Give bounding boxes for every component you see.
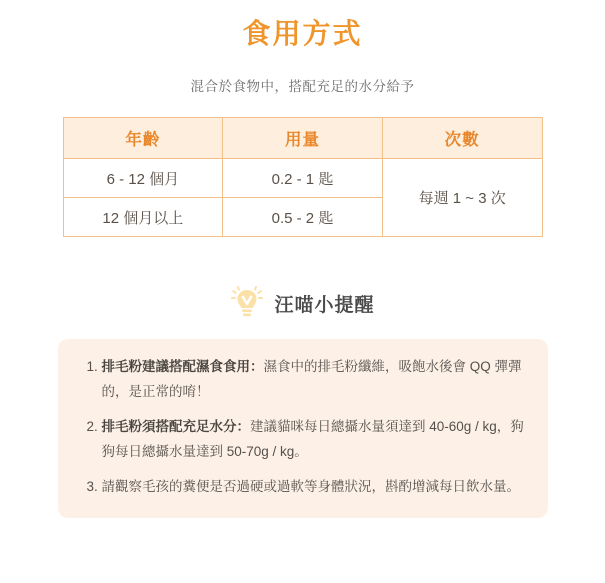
tips-box bbox=[58, 339, 548, 518]
list-item bbox=[102, 475, 528, 500]
table-body bbox=[63, 159, 542, 237]
note-text-3: 請觀察毛孩的糞便是否過硬或過軟等身體狀況，斟酌增減每日飲水量。 bbox=[101, 479, 520, 495]
lightbulb-icon bbox=[230, 285, 264, 321]
column-header-age: 年齡 bbox=[63, 118, 223, 159]
tip-heading-label: 汪喵小提醒 bbox=[274, 294, 375, 316]
note-lead-2: 排毛粉須搭配充足水分： bbox=[101, 419, 250, 435]
note-text-1: 濕食中的排毛粉纖維，吸飽水後會 QQ 彈彈的，是正常的唷！ bbox=[101, 359, 522, 400]
table-row bbox=[63, 159, 542, 198]
page-container bbox=[0, 14, 605, 583]
tips-list bbox=[78, 355, 528, 500]
cell-age-1: 6 - 12 個月 bbox=[63, 159, 223, 198]
dosage-table-wrapper bbox=[63, 117, 543, 237]
cell-dose-1: 0.2 - 1 匙 bbox=[223, 159, 383, 198]
tip-heading-row bbox=[0, 285, 605, 321]
page-title: 食用方式 bbox=[242, 18, 363, 49]
column-header-dose: 用量 bbox=[223, 118, 383, 159]
column-header-frequency: 次數 bbox=[382, 118, 542, 159]
table-header-row bbox=[63, 118, 542, 159]
cell-frequency: 每週 1 ~ 3 次 bbox=[382, 159, 542, 237]
table-header bbox=[63, 118, 542, 159]
cell-dose-2: 0.5 - 2 匙 bbox=[223, 198, 383, 237]
list-item bbox=[102, 415, 528, 465]
note-lead-1: 排毛粉建議搭配濕食食用： bbox=[101, 359, 264, 375]
page-subtitle: 混合於食物中，搭配充足的水分給予 bbox=[190, 79, 415, 95]
list-item bbox=[102, 355, 528, 405]
dosage-table bbox=[63, 117, 543, 237]
cell-age-2: 12 個月以上 bbox=[63, 198, 223, 237]
note-text-2: 建議貓咪每日總攝水量須達到 40-60g / kg，狗狗每日總攝水量達到 50-70g / kg。 bbox=[101, 419, 524, 460]
